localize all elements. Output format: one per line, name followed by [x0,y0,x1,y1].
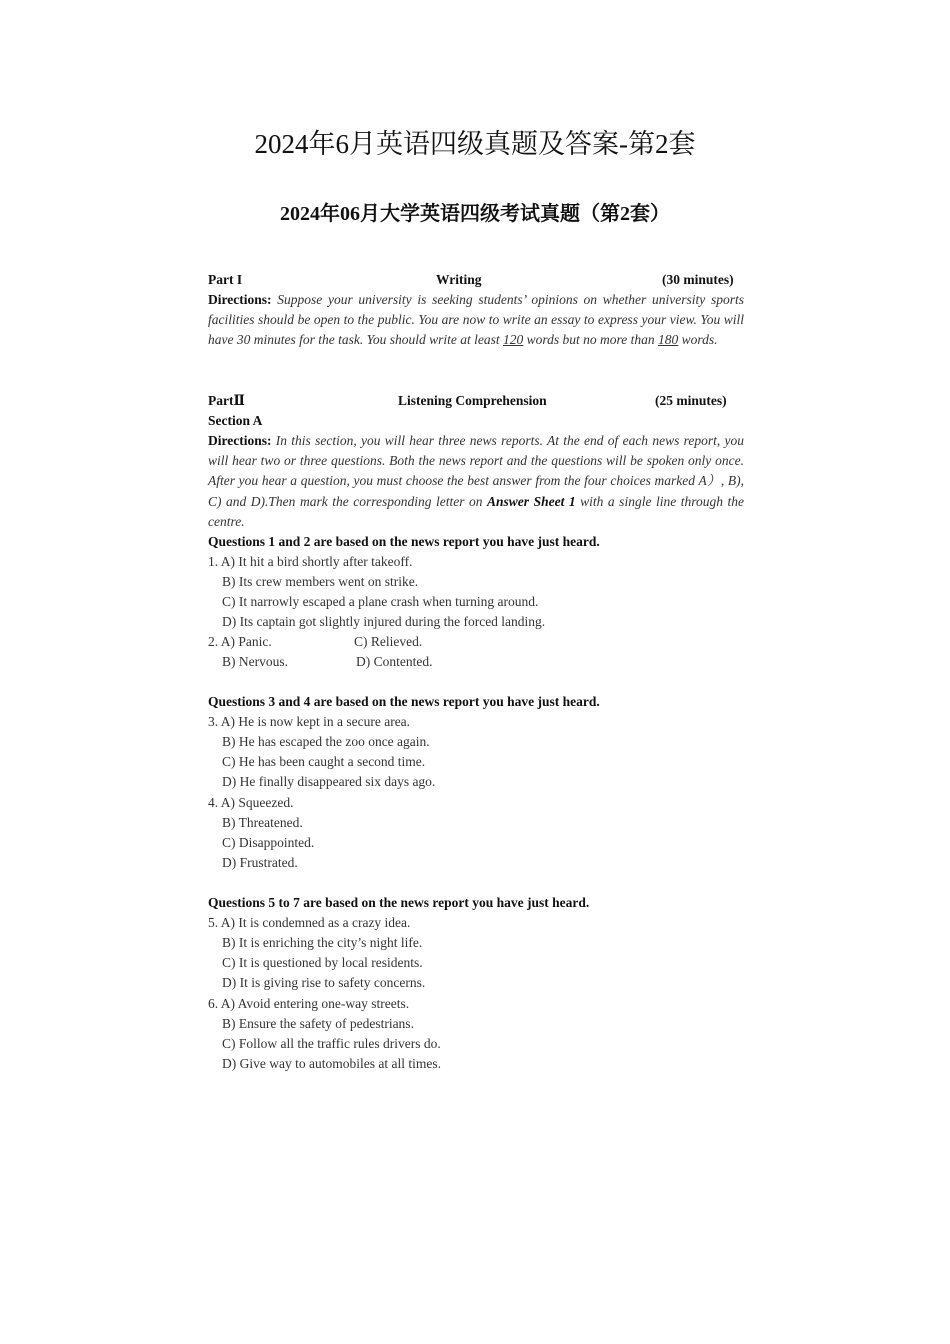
part1-directions [208,290,744,351]
answer-option: C) He has been caught a second time. [222,754,426,769]
directions-text: Suppose your university is seeking students’ opinions on whether university sports facilities should be open to the public. You are now to write an essay to express your view. You will have 30 minutes for the task. You should write at least [208,292,744,348]
answer-option: C) Follow all the traffic rules drivers do. [222,1036,441,1051]
directions-text: with a single line through the centre. [208,493,744,529]
answer-option: D) Its captain got slightly injured during the forced landing. [222,614,546,629]
section-a-label: Section A [208,413,263,428]
part2-name: Listening Comprehension [398,393,547,408]
answer-option: C) Disappointed. [222,835,315,850]
answer-option: C) Relieved. [354,634,423,649]
answer-option: 4. A) Squeezed. [208,795,294,810]
part2-time: (25 minutes) [655,393,727,408]
directions-label: Directions: [208,433,272,448]
answer-option: 6. A) Avoid entering one-way streets. [208,996,410,1011]
answer-option: 3. A) He is now kept in a secure area. [208,714,411,729]
answer-option: D) Give way to automobiles at all times. [222,1056,441,1071]
answer-option: B) It is enriching the city’s night life. [222,935,423,950]
part2-label: PartⅡ [208,393,245,408]
question-group-heading: Questions 3 and 4 are based on the news report you have just heard. [208,694,600,709]
question-group-heading: Questions 1 and 2 are based on the news report you have just heard. [208,534,600,549]
part2-directions [208,431,744,532]
directions-text: In this section, you will hear three news reports. At the end of each news report, you will hear two or three questions. Both the news report and the questions will be spoken only once. After you hear a question, you must choose the best answer from the four choices marked A）, B), C) and D).Then mark the corresponding letter on [208,433,744,509]
min-words: 120 [503,332,524,348]
directions-text: words but no more than [523,332,659,348]
answer-option: D) Frustrated. [222,855,298,870]
answer-option: B) Nervous. [222,654,288,669]
part1-name: Writing [436,272,482,287]
answer-option: B) Ensure the safety of pedestrians. [222,1016,414,1031]
answer-option: 2. A) Panic. [208,634,272,649]
answer-option: B) Its crew members went on strike. [222,574,419,589]
answer-option: 5. A) It is condemned as a crazy idea. [208,915,411,930]
answer-option: C) It is questioned by local residents. [222,955,423,970]
answer-option: D) He finally disappeared six days ago. [222,774,436,789]
answer-option: B) He has escaped the zoo once again. [222,734,430,749]
answer-option: B) Threatened. [222,815,303,830]
part1-label: Part I [208,272,243,287]
document-title: 2024年6月英语四级真题及答案-第2套 [254,129,696,159]
max-words: 180 [658,332,679,348]
answer-sheet-label: Answer Sheet 1 [487,493,576,509]
directions-label: Directions: [208,292,272,307]
answer-option: D) It is giving rise to safety concerns. [222,975,426,990]
answer-option: D) Contented. [356,654,433,669]
answer-option: C) It narrowly escaped a plane crash when turning around. [222,594,539,609]
part1-time: (30 minutes) [662,272,734,287]
question-group-heading: Questions 5 to 7 are based on the news report you have just heard. [208,895,590,910]
answer-option: 1. A) It hit a bird shortly after takeoff. [208,554,413,569]
exam-title: 2024年06月大学英语四级考试真题（第2套） [280,203,670,225]
directions-text: words. [678,332,718,348]
